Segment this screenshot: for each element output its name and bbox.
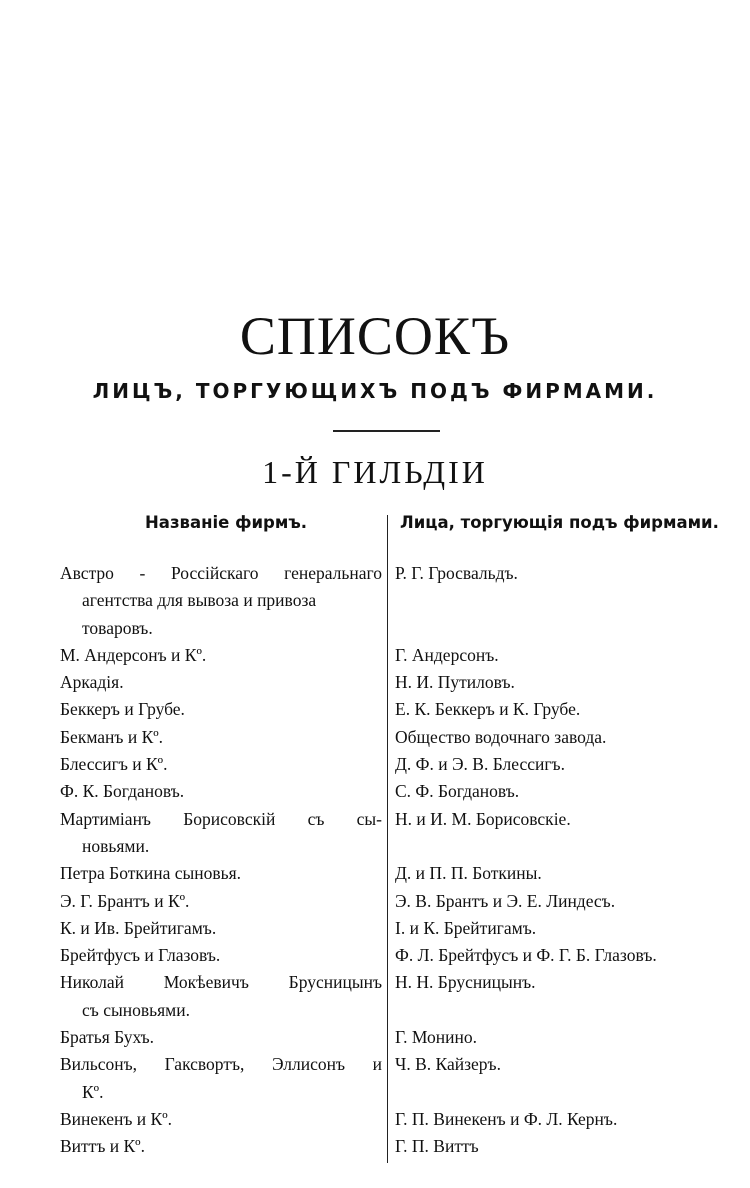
firm-entry [60,969,382,1024]
person-entry [395,969,725,1024]
person-names: С. Ф. Богдановъ. [395,781,520,802]
firm-name-line: Беккеръ и Грубе. [60,699,185,720]
person-names: Н. Н. Брусницынъ. [395,972,536,993]
person-entry [395,560,725,642]
firm-name-line: Мартимiанъ Борисовскiй съ сы- [60,808,382,829]
person-names: Г. П. Виттъ [395,1136,479,1157]
person-entry [395,1106,725,1133]
firm-entry [60,1106,382,1133]
persons-column [395,560,725,1161]
firm-entry [60,915,382,942]
row-spacer [395,1079,725,1106]
person-names: Ч. В. Кайзеръ. [395,1054,501,1075]
firm-name-line: съ сыновьями. [82,999,190,1020]
firm-name-line: М. Андерсонъ и Кº. [60,644,207,665]
person-entry [395,942,725,969]
firm-name-line: Кº. [82,1081,104,1102]
firm-name-line: Э. Г. Брантъ и Кº. [60,890,190,911]
person-names: Д. Ф. и Э. В. Блессигъ. [395,754,565,775]
person-names: I. и К. Брейтигамъ. [395,917,537,938]
title-rule [333,430,440,432]
person-entry [395,696,725,723]
column-divider [387,515,388,1163]
person-entry [395,724,725,751]
person-names: Э. В. Брантъ и Э. Е. Линдесъ. [395,890,616,911]
firm-name-line: Петра Боткина сыновья. [60,863,242,884]
firm-name-line: агентства для вывоза и привоза [82,590,317,611]
firm-name-line: Николай Мокѣевичъ Брусницынъ [60,972,382,993]
person-names: Г. Андерсонъ. [395,644,499,665]
person-entry [395,1051,725,1106]
firm-name-line: Австро - Россiйскаго генеральнаго [60,563,382,583]
firm-name-line: Вильсонъ, Гаксвортъ, Эллисонъ и [60,1054,382,1075]
person-entry [395,1133,725,1160]
person-names: Н. И. Путиловъ. [395,672,515,693]
person-entry [395,915,725,942]
firm-entry [60,778,382,805]
firm-names-column [60,560,382,1161]
row-spacer [395,833,725,860]
firm-entry [60,806,382,861]
page-title: СПИСОКЪ [239,306,511,366]
firm-entry [60,642,382,669]
firm-entry [60,724,382,751]
firm-entry [60,1051,382,1106]
firm-entry [60,560,382,642]
firm-name-line: К. и Ив. Брейтигамъ. [60,917,217,938]
firm-entry [60,1133,382,1160]
person-names: Р. Г. Гросвальдъ. [395,563,518,583]
persons-header: Лица, торгующiя подъ фирмами. [400,513,719,532]
firm-entry [60,888,382,915]
firm-entry [60,1024,382,1051]
person-names: Г. П. Винекенъ и Ф. Л. Кернъ. [395,1108,618,1129]
firm-name-line: Виттъ и Кº. [60,1136,145,1157]
person-entry [395,1024,725,1051]
person-entry [395,806,725,861]
person-names: Г. Монино. [395,1027,477,1048]
person-names: Ф. Л. Брейтфусъ и Ф. Г. Б. Глазовъ. [395,945,657,966]
person-entry [395,669,725,696]
firm-name-line: Брейтфусъ и Глазовъ. [60,945,221,966]
person-names: Е. К. Беккеръ и К. Грубе. [395,699,581,720]
row-spacer [395,587,725,614]
person-names: Д. и П. П. Боткины. [395,863,542,884]
firm-entry [60,942,382,969]
person-entry [395,888,725,915]
guild-heading: 1-Й ГИЛЬДIИ [262,454,488,490]
person-names: Н. и И. М. Борисовскiе. [395,808,571,829]
person-entry [395,751,725,778]
page-subtitle: ЛИЦЪ, ТОРГУЮЩИХЪ ПОДЪ ФИРМАМИ. [92,379,658,403]
firm-name-line: Аркадiя. [60,672,124,693]
firm-entry [60,669,382,696]
person-names: Общество водочнаго завода. [395,726,607,747]
row-spacer [395,997,725,1024]
firm-name-line: товаровъ. [82,617,153,638]
firm-name-line: Бекманъ и Кº. [60,726,164,747]
firm-name-line: Винекенъ и Кº. [60,1108,173,1129]
firm-name-line: новьями. [82,835,150,856]
person-entry [395,778,725,805]
firm-name-line: Братья Бухъ. [60,1027,155,1048]
person-entry [395,642,725,669]
firm-names-header: Названiе фирмъ. [145,513,307,532]
firm-name-line: Блессигъ и Кº. [60,754,168,775]
firm-entry [60,860,382,887]
firm-entry [60,696,382,723]
person-entry [395,860,725,887]
firm-name-line: Ф. К. Богдановъ. [60,781,185,802]
firm-entry [60,751,382,778]
row-spacer [395,615,725,642]
